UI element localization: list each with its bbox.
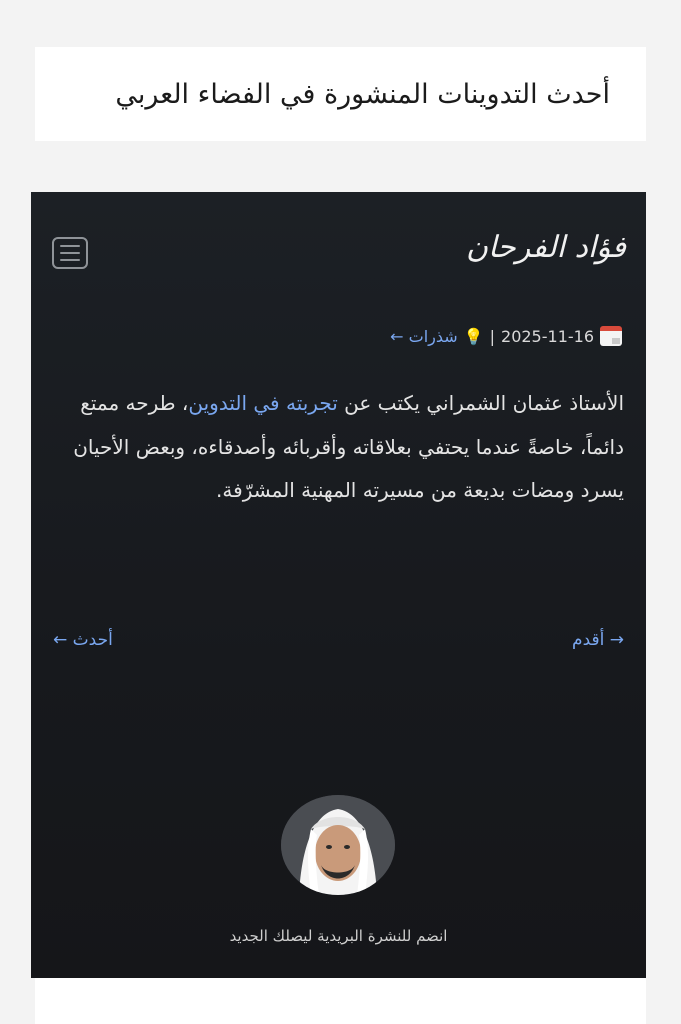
category-link[interactable]: شذرات ←	[390, 326, 458, 346]
post-meta	[390, 326, 622, 346]
post-excerpt	[57, 382, 624, 513]
older-post-link[interactable]: → أقدم	[572, 630, 624, 650]
hamburger-menu-icon	[60, 245, 80, 247]
aggregator-header	[35, 47, 646, 141]
author-avatar	[281, 795, 395, 895]
embedded-blog-card	[31, 192, 646, 978]
page-title: أحدث التدوينات المنشورة في الفضاء العربي	[115, 78, 610, 110]
lightbulb-icon: 💡	[463, 326, 484, 346]
meta-separator: |	[489, 326, 496, 346]
menu-button[interactable]	[52, 237, 88, 269]
hamburger-menu-icon-line	[60, 252, 80, 254]
newer-post-link[interactable]: أحدث ←	[53, 630, 113, 650]
excerpt-text-start: الأستاذ عثمان الشمراني يكتب عن	[337, 391, 624, 415]
newsletter-signup-link[interactable]: انضم للنشرة البريدية ليصلك الجديد	[229, 927, 448, 945]
post-date: 2025-11-16	[501, 326, 594, 346]
site-title[interactable]: فؤاد الفرحان	[466, 230, 626, 265]
next-entry-card	[35, 978, 646, 1024]
excerpt-text-end: ، طرحه ممتع دائماً، خاصةً عندما يحتفي بعلاقاته وأقربائه وأصدقاءه، وبعض الأحيان يسرد ومضات بديعة من مسيرته المهنية المشرّفة.	[73, 391, 624, 502]
calendar-icon	[600, 326, 622, 346]
hamburger-menu-icon-line	[60, 259, 80, 261]
excerpt-link[interactable]: تجربته في التدوين	[188, 391, 338, 415]
